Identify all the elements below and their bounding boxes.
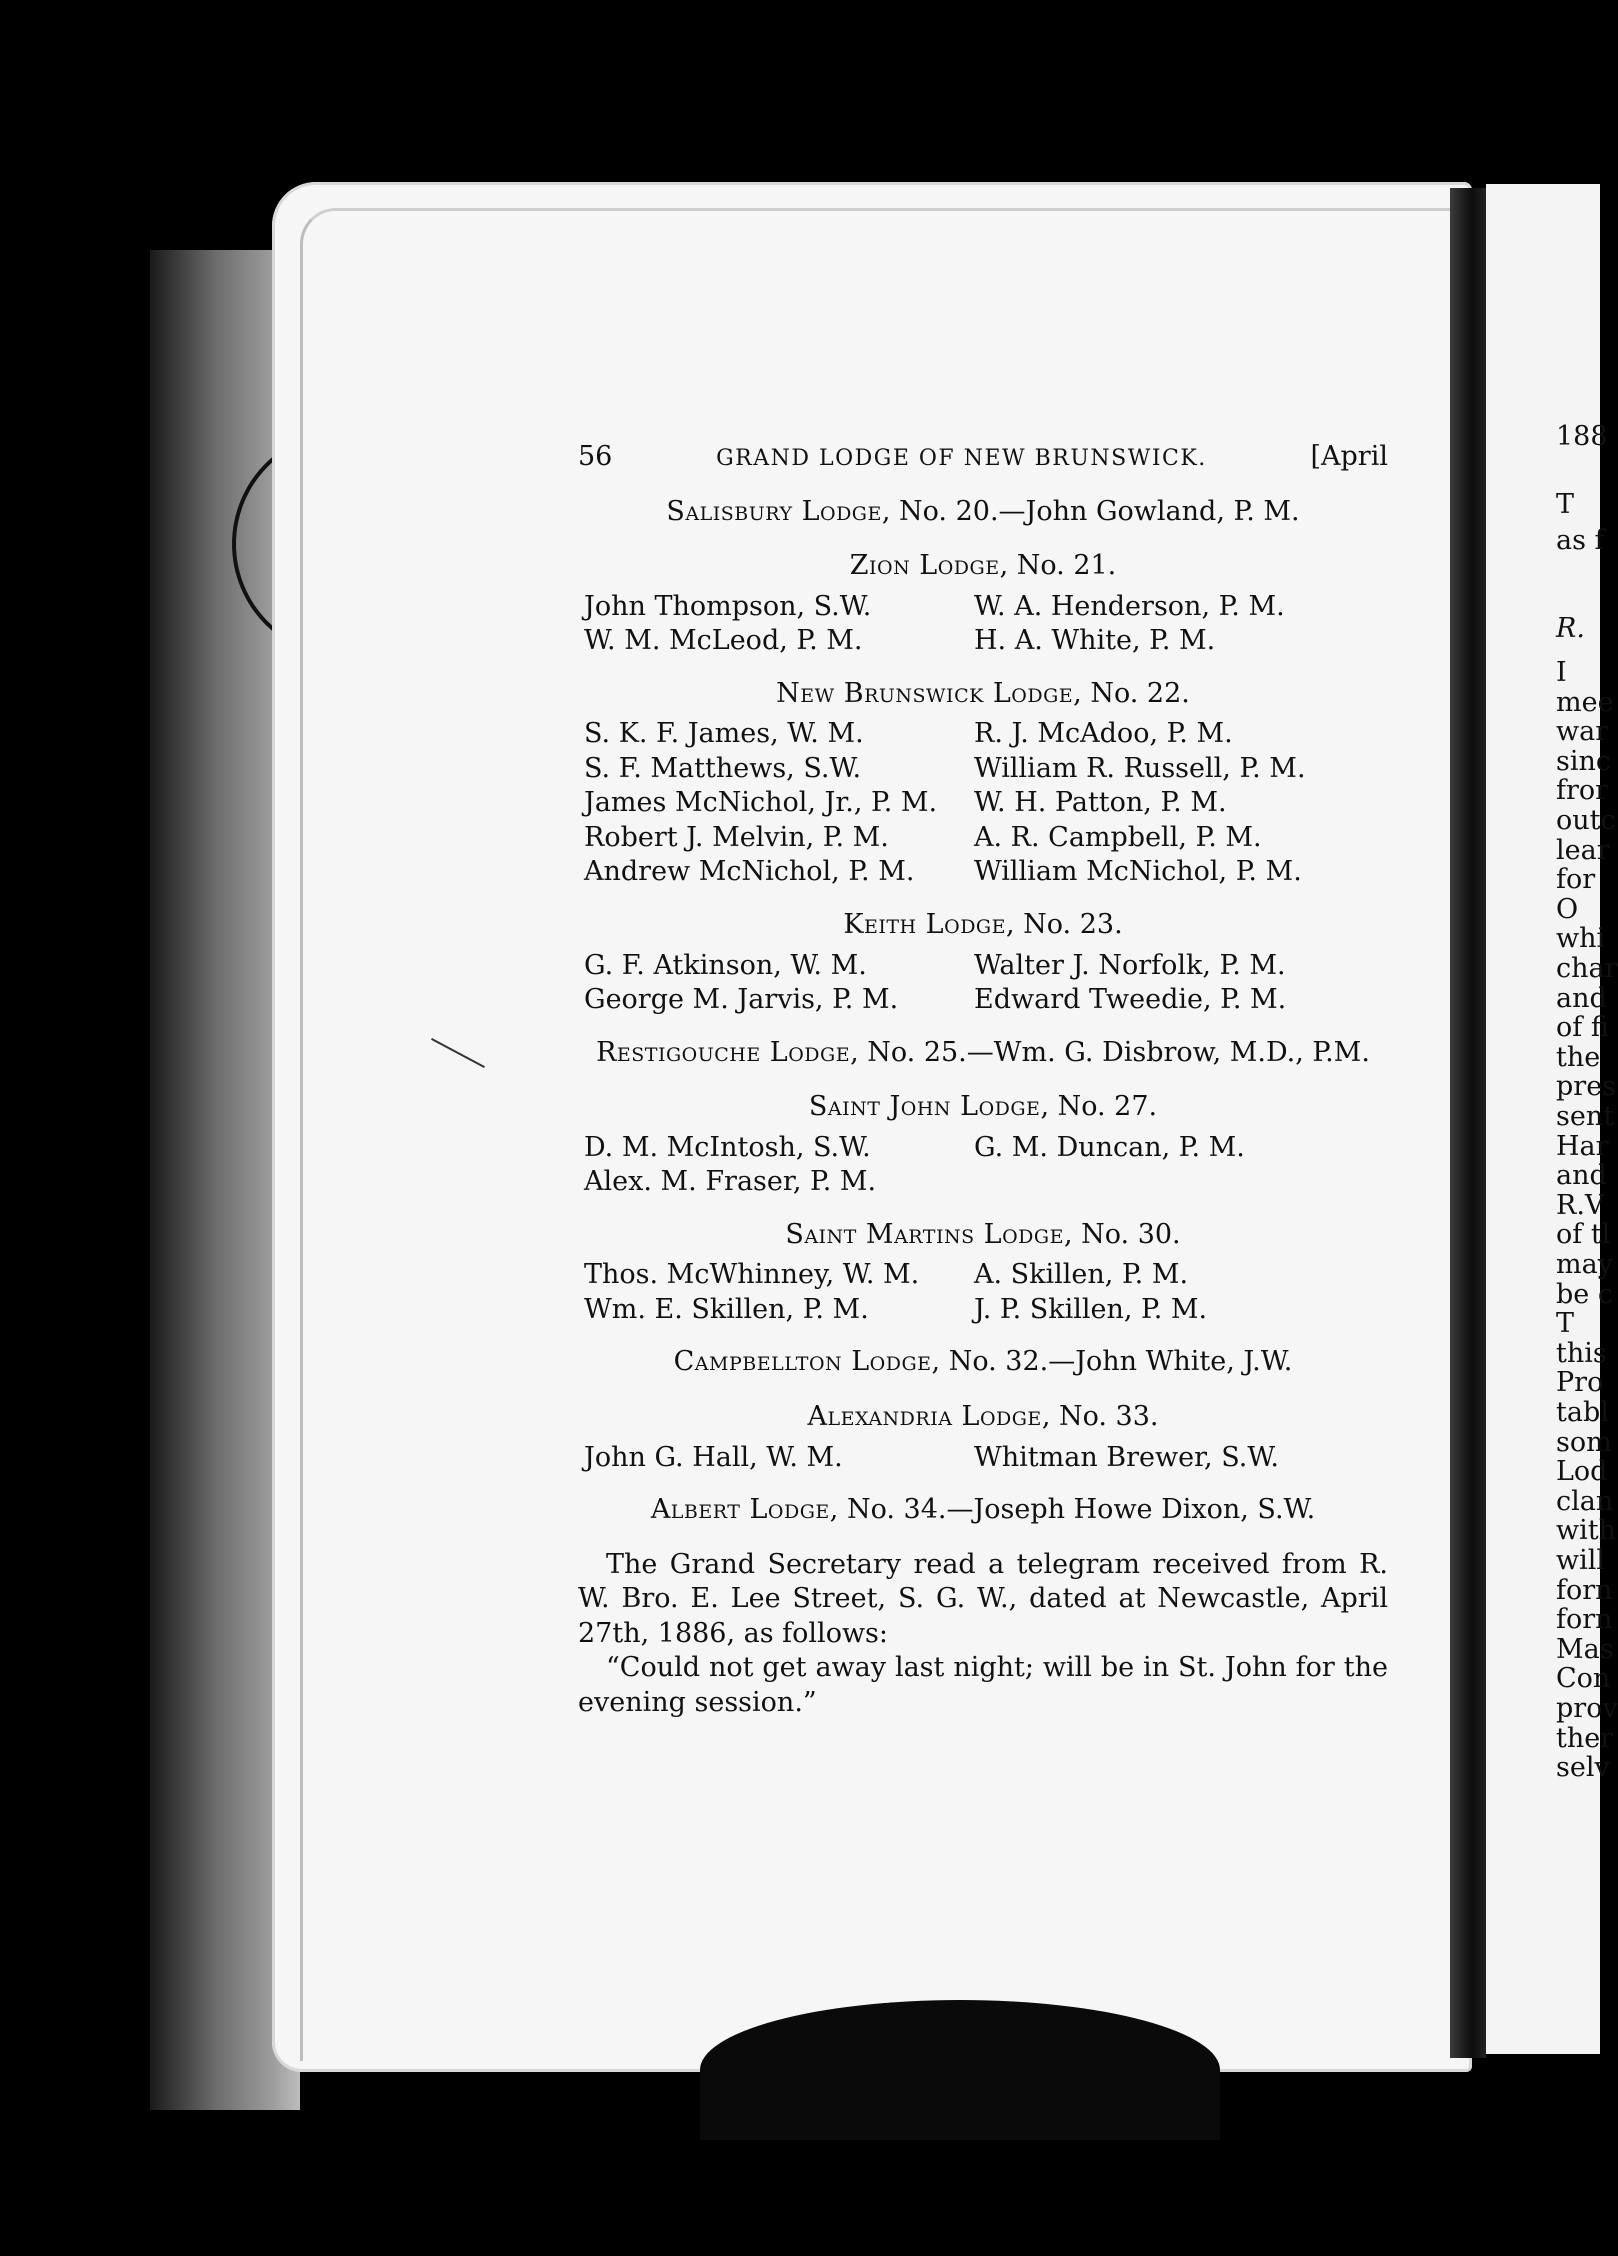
facing-page-fragment: and xyxy=(1556,982,1607,1014)
page-content xyxy=(578,440,1388,1720)
facing-page-fragment: forn xyxy=(1556,1574,1613,1606)
lodge-number: , No. 23. xyxy=(1005,909,1123,941)
lodge-section xyxy=(578,1218,1388,1328)
lodge-section xyxy=(578,1090,1388,1200)
facing-page-fragment: will xyxy=(1556,1545,1606,1576)
member-name: R. J. McAdoo, P. M. xyxy=(974,718,1233,750)
facing-page-fragment: for xyxy=(1556,864,1596,896)
facing-page-fragment: T xyxy=(1556,489,1575,520)
facing-page-fragment: and xyxy=(1556,1160,1607,1192)
facing-page-fragment: may xyxy=(1556,1249,1613,1280)
lodge-heading xyxy=(578,1400,1388,1435)
lodge-representative: —John White, J.W. xyxy=(1048,1346,1293,1378)
lodge-heading xyxy=(578,1493,1388,1528)
lodge-section xyxy=(578,677,1388,890)
facing-page-fragment: with xyxy=(1556,1515,1616,1547)
facing-page-fragment: lear xyxy=(1556,834,1610,866)
facing-page-fragment: this xyxy=(1556,1337,1607,1369)
member-name: W. M. McLeod, P. M. xyxy=(584,625,863,657)
lodge-list xyxy=(578,495,1388,1528)
facing-page-fragment: outc xyxy=(1556,805,1616,836)
member-name: S. F. Matthews, S.W. xyxy=(584,752,862,784)
facing-page-fragment: Con xyxy=(1556,1663,1611,1695)
lodge-number: , No. 21. xyxy=(999,550,1117,582)
running-month: [April xyxy=(1310,441,1388,472)
member-name: Whitman Brewer, S.W. xyxy=(974,1441,1279,1473)
lodge-name: Saint Martins Lodge xyxy=(785,1218,1064,1250)
lodge-name: Salisbury Lodge xyxy=(666,495,882,527)
lodge-number: , No. 27. xyxy=(1040,1091,1158,1123)
lodge-number: , No. 20. xyxy=(881,495,999,527)
telegram-quote: “Could not get away last night; will be in St. John for the evening session.” xyxy=(578,1652,1388,1718)
member-name: Andrew McNichol, P. M. xyxy=(584,856,915,888)
member-name: Edward Tweedie, P. M. xyxy=(974,984,1287,1016)
member-name: John G. Hall, W. M. xyxy=(584,1441,843,1473)
telegram-paragraph: The Grand Secretary read a telegram received from R. W. Bro. E. Lee Street, S. G. W., dated at Newcastle, April 27th, 1886, as follows: xyxy=(578,1548,1388,1649)
member-name: W. H. Patton, P. M. xyxy=(974,787,1227,819)
member-list xyxy=(578,949,1388,1018)
lodge-number: , No. 30. xyxy=(1063,1218,1181,1250)
member-name: W. A. Henderson, P. M. xyxy=(974,590,1285,622)
member-name: G. F. Atkinson, W. M. xyxy=(584,949,867,981)
lodge-name: Campbellton Lodge xyxy=(673,1346,932,1378)
lodge-heading xyxy=(578,549,1388,584)
lodge-number: , No. 32. xyxy=(931,1346,1049,1378)
facing-page-fragment: the xyxy=(1556,1041,1601,1073)
lodge-name: Albert Lodge xyxy=(650,1494,830,1526)
lodge-heading xyxy=(578,677,1388,712)
lodge-representative: —Joseph Howe Dixon, S.W. xyxy=(946,1494,1316,1526)
member-name: Thos. McWhinney, W. M. xyxy=(584,1259,920,1291)
facing-page-fragment: R.V xyxy=(1556,1189,1605,1221)
lodge-name: Restigouche Lodge xyxy=(596,1036,851,1068)
lodge-heading xyxy=(578,1090,1388,1125)
lodge-section xyxy=(578,549,1388,659)
member-name: Wm. E. Skillen, P. M. xyxy=(584,1293,869,1325)
lodge-heading xyxy=(578,1218,1388,1253)
member-list xyxy=(578,1441,1388,1476)
facing-page-fragment: mee xyxy=(1556,686,1614,718)
member-name: D. M. McIntosh, S.W. xyxy=(584,1131,871,1163)
scan-shadow xyxy=(700,2000,1220,2140)
running-title: GRAND LODGE OF NEW BRUNSWICK. xyxy=(716,446,1207,471)
lodge-section xyxy=(578,495,1388,530)
facing-page-fragment: 188 xyxy=(1556,421,1608,452)
member-name: J. P. Skillen, P. M. xyxy=(974,1293,1208,1325)
lodge-section xyxy=(578,1400,1388,1475)
facing-page-fragment: be c xyxy=(1556,1278,1613,1310)
facing-page-fragment: Lod xyxy=(1556,1456,1608,1488)
member-name: Robert J. Melvin, P. M. xyxy=(584,821,889,853)
lodge-heading xyxy=(578,1036,1388,1071)
facing-page-fragment: O xyxy=(1556,893,1579,925)
member-name: G. M. Duncan, P. M. xyxy=(974,1131,1245,1163)
lodge-section xyxy=(578,1345,1388,1380)
lodge-section xyxy=(578,1036,1388,1071)
member-name: H. A. White, P. M. xyxy=(974,625,1216,657)
facing-page-fragment: as f xyxy=(1556,525,1605,556)
facing-page-fragment: prov xyxy=(1556,1693,1618,1724)
member-name: A. R. Campbell, P. M. xyxy=(974,821,1262,853)
member-name: Walter J. Norfolk, P. M. xyxy=(974,949,1286,981)
facing-page-fragment: clan xyxy=(1556,1485,1614,1517)
lodge-heading xyxy=(578,495,1388,530)
facing-page-fragment: sent xyxy=(1556,1101,1615,1132)
member-name: William McNichol, P. M. xyxy=(974,856,1302,888)
lodge-number: , No. 25. xyxy=(850,1036,967,1068)
lodge-name: Saint John Lodge xyxy=(808,1091,1041,1123)
lodge-name: Keith Lodge xyxy=(843,909,1006,941)
lodge-number: , No. 33. xyxy=(1041,1401,1159,1433)
member-name: John Thompson, S.W. xyxy=(584,590,872,622)
member-name: A. Skillen, P. M. xyxy=(974,1259,1189,1291)
facing-page-fragment: I xyxy=(1556,657,1567,688)
member-name: William R. Russell, P. M. xyxy=(974,752,1306,784)
facing-page-fragment: war xyxy=(1556,716,1609,748)
facing-page-fragment: fror xyxy=(1556,775,1609,807)
member-list xyxy=(578,1131,1388,1200)
member-list xyxy=(578,1258,1388,1327)
page-number: 56 xyxy=(578,441,613,472)
facing-page-fragment: selv xyxy=(1556,1752,1610,1784)
member-list xyxy=(578,590,1388,659)
member-name: Alex. M. Fraser, P. M. xyxy=(584,1166,877,1198)
lodge-number: , No. 22. xyxy=(1073,677,1190,709)
facing-page-fragment: whi xyxy=(1556,923,1606,955)
facing-page-fragment: Mas xyxy=(1556,1633,1614,1665)
lodge-representative: —John Gowland, P. M. xyxy=(998,495,1300,527)
facing-page-fragment: T xyxy=(1556,1308,1575,1340)
member-list xyxy=(578,717,1388,890)
member-name xyxy=(974,1165,1388,1200)
running-head xyxy=(578,440,1388,475)
facing-page-fragment: ther xyxy=(1556,1722,1614,1754)
member-name: S. K. F. James, W. M. xyxy=(584,718,864,750)
member-name: George M. Jarvis, P. M. xyxy=(584,984,899,1016)
lodge-representative: —Wm. G. Disbrow, M.D., P.M. xyxy=(966,1036,1370,1068)
facing-page-fragment: tabl xyxy=(1556,1397,1609,1428)
facing-page-fragment: pres xyxy=(1556,1071,1617,1103)
lodge-heading xyxy=(578,908,1388,943)
facing-page-fragment: Pro xyxy=(1556,1367,1604,1399)
lodge-section xyxy=(578,908,1388,1018)
facing-page-fragment: sinc xyxy=(1556,745,1612,777)
lodge-section xyxy=(578,1493,1388,1528)
lodge-name: Zion Lodge xyxy=(849,550,1000,582)
lodge-name: New Brunswick Lodge xyxy=(776,677,1074,709)
facing-page-fragment: Har xyxy=(1556,1130,1609,1162)
facing-page-fragment: forn xyxy=(1556,1604,1613,1636)
lodge-name: Alexandria Lodge xyxy=(807,1401,1042,1433)
facing-page-fragment: of tl xyxy=(1556,1219,1611,1251)
member-name: James McNichol, Jr., P. M. xyxy=(584,787,938,819)
facing-page-fragment: of fi xyxy=(1556,1012,1609,1044)
facing-page-fragment: char xyxy=(1556,953,1618,984)
facing-page-fragment: som xyxy=(1556,1426,1612,1458)
facing-page-fragment: R. xyxy=(1556,613,1585,644)
lodge-heading xyxy=(578,1345,1388,1380)
lodge-number: , No. 34. xyxy=(829,1494,947,1526)
book-gutter xyxy=(1450,188,1486,2058)
